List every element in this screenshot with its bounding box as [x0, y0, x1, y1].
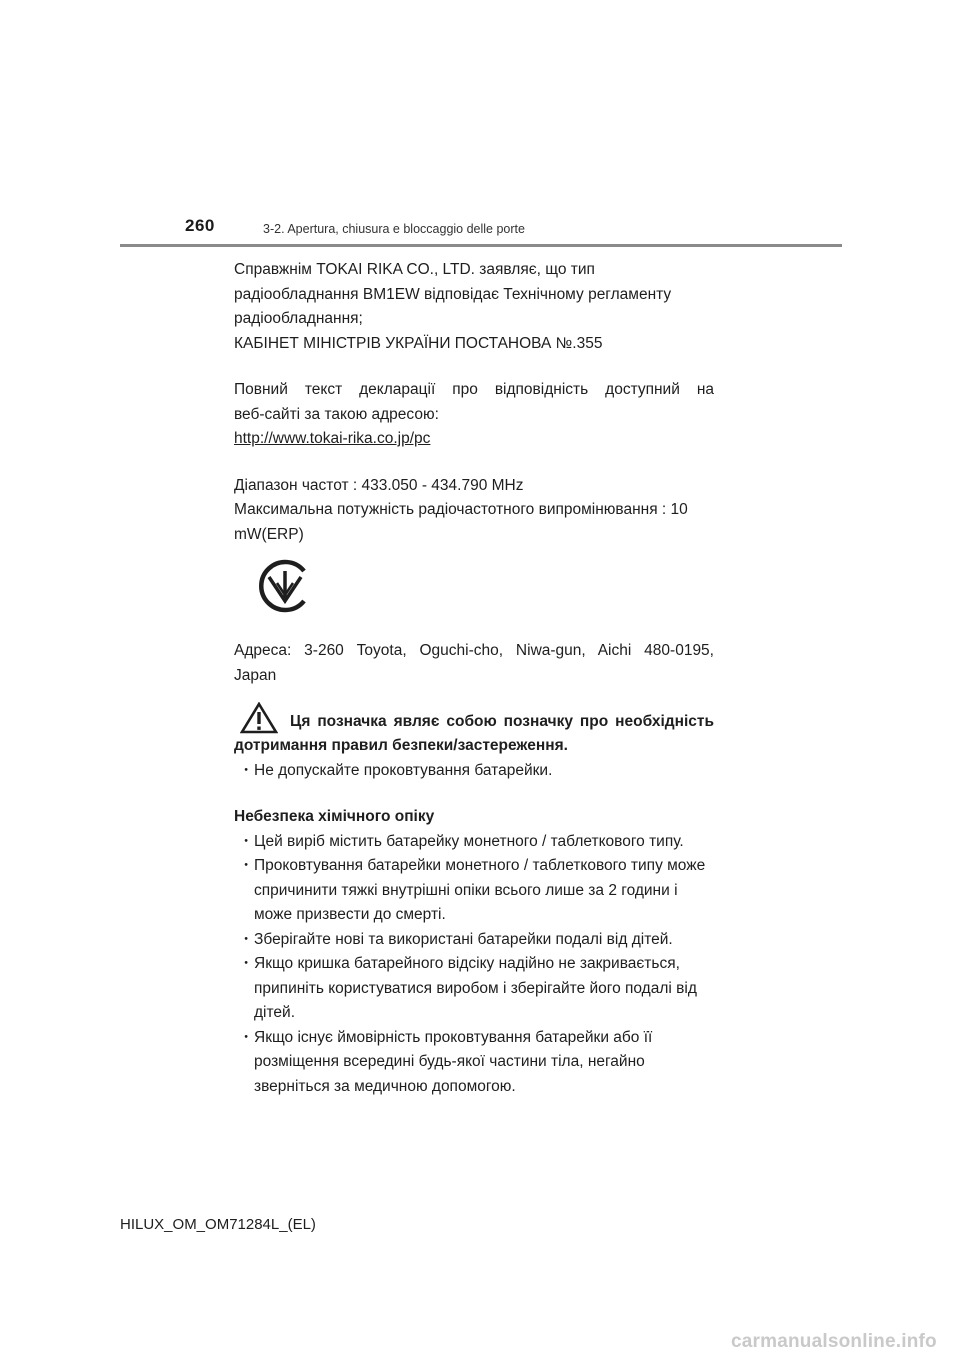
declaration-line-2: радіообладнання BM1EW відповідає Технічному регламенту	[234, 285, 672, 303]
chemical-bullet-2-line-3: може призвести до смерті.	[254, 906, 446, 923]
chemical-bullet-2	[234, 854, 714, 879]
ukraine-conformity-mark-icon	[256, 557, 314, 615]
header-rule	[120, 244, 842, 247]
address-line-1: Адреса: 3-260 Toyota, Oguchi-cho, Niwa-gun, Aichi 480-0195,	[234, 642, 714, 659]
bullet-text: Цей виріб містить батарейку монетного / таблеткового типу.	[254, 832, 684, 850]
chemical-bullet-5	[234, 1026, 714, 1051]
chemical-bullet-4-line-2: припиніть користуватися виробом і зберігайте його подалі від	[254, 979, 697, 997]
declaration-line-3: радіообладнання;	[234, 310, 363, 327]
spacer	[234, 356, 714, 378]
warning-heading	[234, 702, 714, 734]
spacer	[234, 452, 714, 474]
footer-doc-code: HILUX_OM_OM71284L_(EL)	[120, 1216, 316, 1233]
chemical-bullet-2-line-2: спричинити тяжкі внутрішні опіки всього лише за 2 години і	[254, 881, 678, 899]
declaration-line-1: Справжнім TOKAI RIKA CO., LTD. заявляє, що тип	[234, 261, 595, 278]
bullet-text: Проковтування батарейки монетного / таблеткового типу може	[254, 857, 706, 874]
bullet-mark: ･	[242, 930, 250, 948]
bullet-mark: ･	[242, 1028, 250, 1046]
declaration-line-4: КАБІНЕТ МІНІСТРІВ УКРАЇНИ ПОСТАНОВА №.355	[234, 334, 603, 352]
page-content	[234, 258, 714, 1099]
warning-heading-line-1: Ця позначка являє собою позначку про необхідність	[290, 712, 714, 730]
chemical-burn-title: Небезпека хімічного опіку	[234, 808, 435, 825]
bullet-mark: ･	[242, 832, 250, 850]
warning-triangle-icon	[240, 702, 278, 734]
section-title: 3-2. Apertura, chiusura e bloccaggio delle porte	[263, 222, 525, 236]
conformity-mark	[234, 547, 714, 639]
bullet-mark: ･	[242, 761, 250, 779]
bullet-text: Зберігайте нові та використані батарейки подалі від дітей.	[254, 930, 673, 948]
bullet-mark: ･	[242, 857, 250, 874]
frequency-range: Діапазон частот : 433.050 - 434.790 MHz	[234, 476, 524, 494]
spacer	[234, 688, 714, 702]
declaration-url-link[interactable]: http://www.tokai-rika.co.jp/pc	[234, 430, 431, 447]
bullet-mark: ･	[242, 955, 250, 972]
bullet-text: Не допускайте проковтування батарейки.	[254, 761, 553, 779]
chemical-bullet-5-line-3: зверніться за медичною допомогою.	[254, 1077, 516, 1095]
page-number: 260	[185, 216, 215, 235]
chemical-bullet-3	[234, 928, 714, 953]
chemical-bullet-4-line-3: дітей.	[254, 1004, 295, 1021]
warning-bullet	[234, 759, 714, 784]
max-power-line-1: Максимальна потужність радіочастотного випромінювання : 10	[234, 501, 688, 518]
spacer	[234, 783, 714, 805]
watermark: carmanualsonline.info	[731, 1331, 937, 1352]
bullet-text: Якщо кришка батарейного відсіку надійно не закривається,	[254, 955, 680, 972]
bullet-text: Якщо існує ймовірність проковтування батарейки або її	[254, 1028, 653, 1046]
max-power-line-2: mW(ERP)	[234, 525, 304, 543]
chemical-bullet-5-line-2: розміщення всередині будь-якої частини тіла, негайно	[254, 1053, 645, 1070]
warning-heading-line-2: дотримання правил безпеки/застереження.	[234, 737, 568, 754]
fulltext-line-1: Повний текст декларації про відповідність доступний на	[234, 381, 714, 398]
fulltext-line-2: веб-сайті за такою адресою:	[234, 405, 439, 423]
chemical-bullet-1	[234, 830, 714, 855]
chemical-bullet-4	[234, 952, 714, 977]
address-line-2: Japan	[234, 666, 277, 684]
